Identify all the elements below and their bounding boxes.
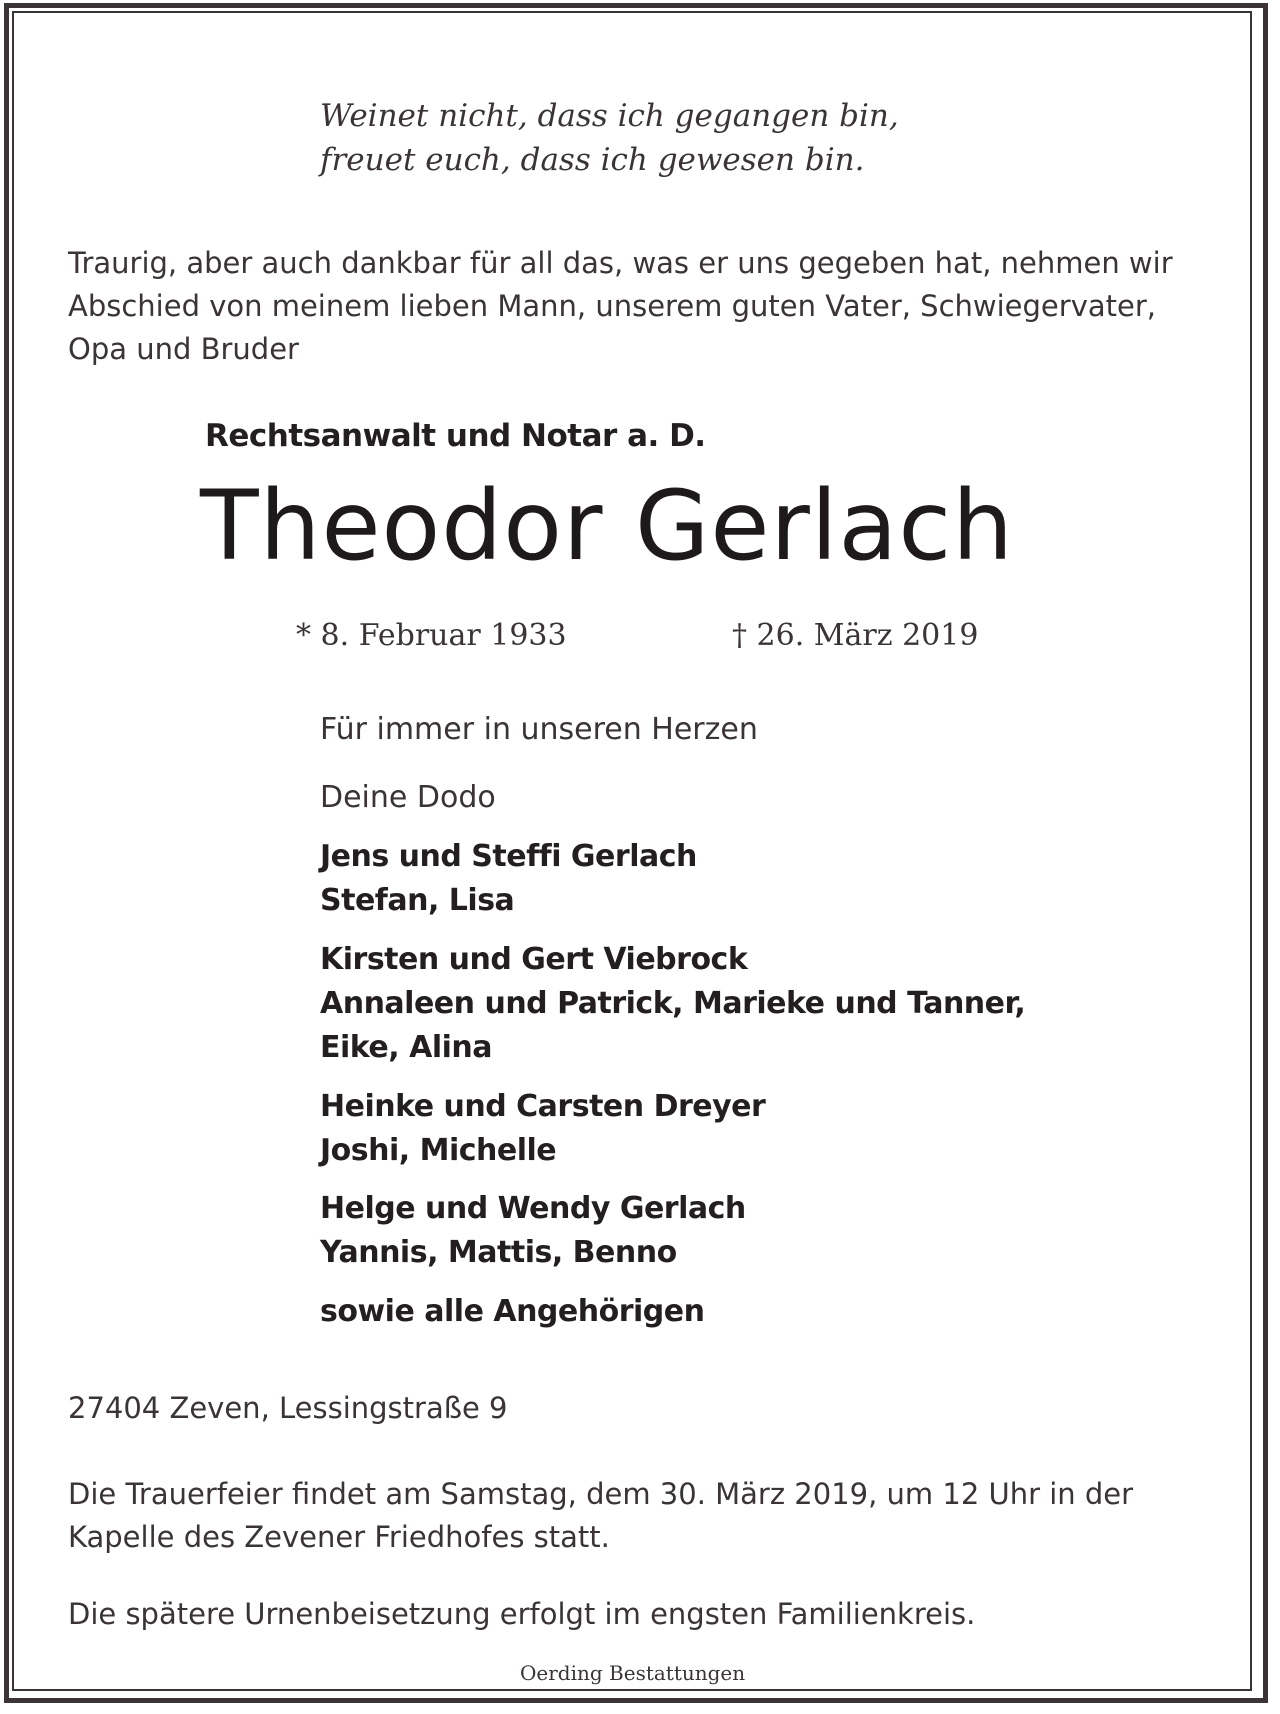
deceased-name: Theodor Gerlach bbox=[200, 470, 1014, 582]
intro-line-3: Opa und Bruder bbox=[68, 332, 299, 366]
family-1-children: Stefan, Lisa bbox=[320, 883, 515, 918]
family-2-children-line-2: Eike, Alina bbox=[320, 1030, 492, 1065]
burial-note: Die spätere Urnenbeisetzung erfolgt im engsten Familienkreis. bbox=[68, 1597, 976, 1631]
family-1-parents: Jens und Steffi Gerlach bbox=[320, 839, 697, 874]
mourner-spouse: Deine Dodo bbox=[320, 780, 496, 815]
poem-line-1: Weinet nicht, dass ich gegangen bin, bbox=[320, 98, 899, 134]
family-3-children: Joshi, Michelle bbox=[320, 1133, 557, 1168]
mourners-motto: Für immer in unseren Herzen bbox=[320, 712, 758, 747]
intro-line-2: Abschied von meinem lieben Mann, unserem guten Vater, Schwiegervater, bbox=[68, 289, 1156, 323]
service-line-2: Kapelle des Zevener Friedhofes statt. bbox=[68, 1520, 610, 1554]
intro-line-1: Traurig, aber auch dankbar für all das, was er uns gegeben hat, nehmen wir bbox=[68, 246, 1173, 280]
family-3-parents: Heinke und Carsten Dreyer bbox=[320, 1089, 766, 1124]
family-4-children: Yannis, Mattis, Benno bbox=[320, 1235, 677, 1270]
family-2-children-line-1: Annaleen und Patrick, Marieke und Tanner, bbox=[320, 986, 1026, 1021]
address: 27404 Zeven, Lessingstraße 9 bbox=[68, 1391, 508, 1425]
service-line-1: Die Trauerfeier findet am Samstag, dem 30. März 2019, um 12 Uhr in der bbox=[68, 1477, 1134, 1511]
family-4-parents: Helge und Wendy Gerlach bbox=[320, 1191, 746, 1226]
family-2-parents: Kirsten und Gert Viebrock bbox=[320, 942, 748, 977]
deceased-title: Rechtsanwalt und Notar a. D. bbox=[205, 418, 706, 454]
poem-line-2: freuet euch, dass ich gewesen bin. bbox=[320, 142, 865, 178]
death-date: † 26. März 2019 bbox=[732, 618, 979, 653]
mourners-closing: sowie alle Angehörigen bbox=[320, 1294, 705, 1329]
birth-date: * 8. Februar 1933 bbox=[296, 618, 567, 653]
funeral-home: Oerding Bestattungen bbox=[520, 1661, 746, 1685]
